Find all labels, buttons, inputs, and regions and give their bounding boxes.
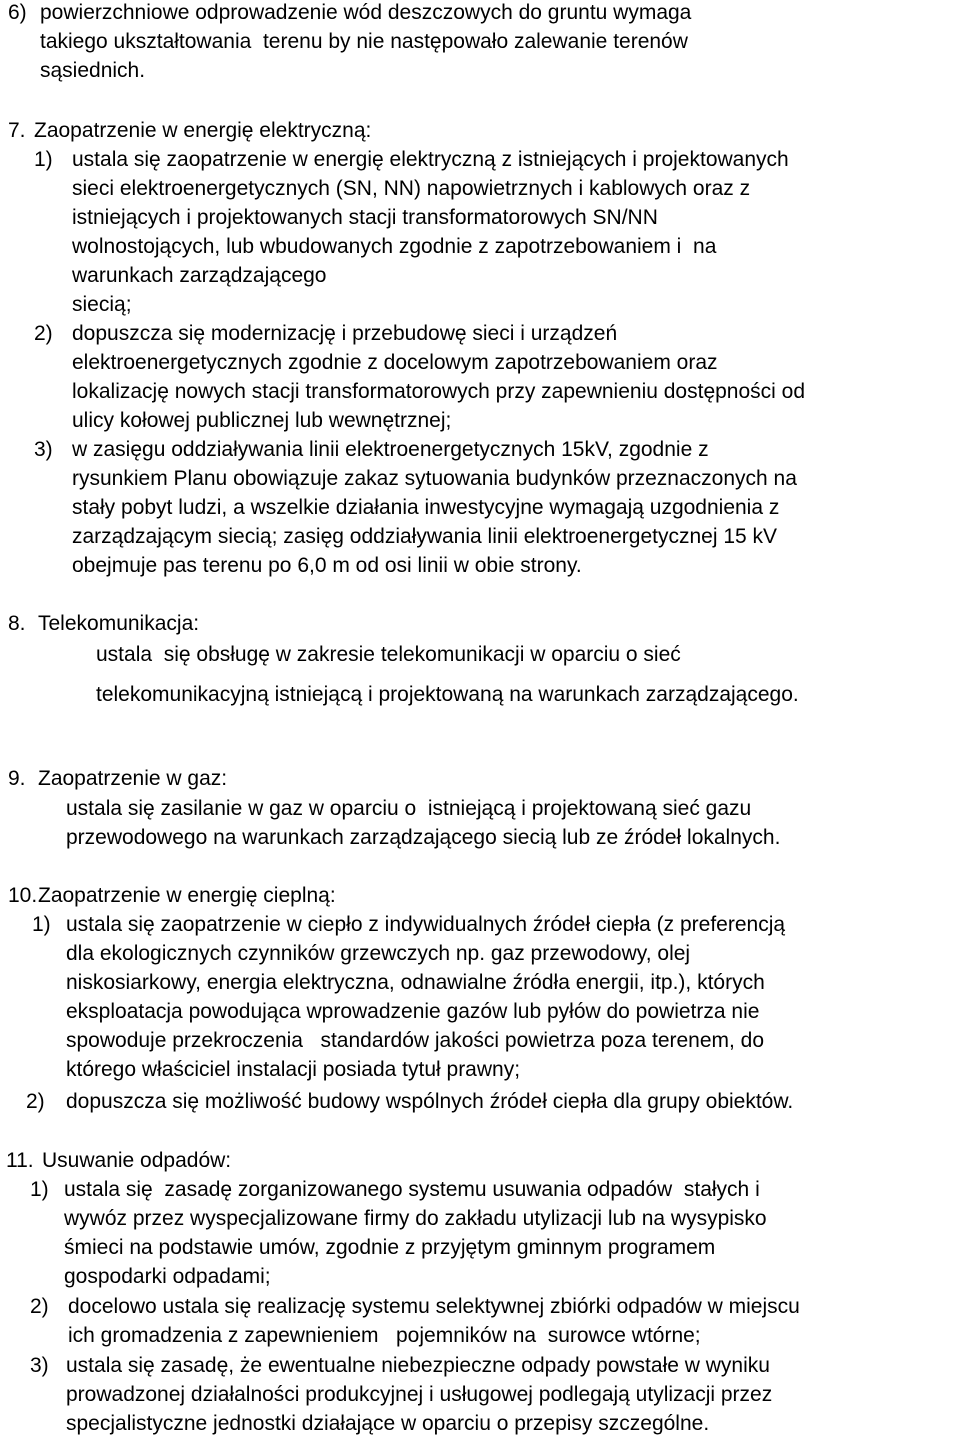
paragraph-line: przewodowego na warunkach zarządzającego siecią lub ze źródeł lokalnych. <box>66 826 781 849</box>
paragraph-line: elektroenergetycznych zgodnie z docelowym zapotrzebowaniem oraz <box>72 351 718 374</box>
paragraph-line: eksploatacja powodująca wprowadzenie gazów lub pyłów do powietrza nie <box>66 1000 760 1023</box>
paragraph-line: ustala się zaopatrzenie w energię elektryczną z istniejących i projektowanych <box>72 148 789 171</box>
list-item-number: 1) <box>34 148 53 171</box>
paragraph-line: wywóz przez wyspecjalizowane firmy do zakładu utylizacji lub na wysypisko <box>64 1207 767 1230</box>
paragraph-line: specjalistyczne jednostki działające w oparciu o przepisy szczególne. <box>66 1412 710 1435</box>
paragraph-line: telekomunikacyjną istniejącą i projektowaną na warunkach zarządzającego. <box>96 683 799 706</box>
section-heading: Zaopatrzenie w energię cieplną: <box>38 884 336 907</box>
section-heading: Zaopatrzenie w energię elektryczną: <box>34 119 372 142</box>
paragraph-line: powierzchniowe odprowadzenie wód deszczowych do gruntu wymaga <box>40 1 692 24</box>
list-item-number: 2) <box>34 322 53 345</box>
paragraph-line: w zasięgu oddziaływania linii elektroenergetycznych 15kV, zgodnie z <box>72 438 709 461</box>
paragraph-line: ulicy kołowej publicznej lub wewnętrznej; <box>72 409 452 432</box>
list-item-number: 3) <box>34 438 53 461</box>
paragraph-line: sieci elektroenergetycznych (SN, NN) napowietrznych i kablowych oraz z <box>72 177 751 200</box>
paragraph-line: gospodarki odpadami; <box>64 1265 271 1288</box>
paragraph-line: obejmuje pas terenu po 6,0 m od osi linii w obie strony. <box>72 554 582 577</box>
section-heading: Usuwanie odpadów: <box>42 1149 232 1172</box>
list-item-number: 1) <box>30 1178 49 1201</box>
section-number: 7. <box>8 119 26 142</box>
paragraph-line: warunkach zarządzającego <box>72 264 327 287</box>
paragraph-line: spowoduje przekroczenia standardów jakości powietrza poza terenem, do <box>66 1029 765 1052</box>
paragraph-line: ustala się obsługę w zakresie telekomunikacji w oparciu o sieć <box>96 643 681 666</box>
section-number: 10. <box>8 884 38 907</box>
paragraph-line: ich gromadzenia z zapewnieniem pojemników na surowce wtórne; <box>68 1324 701 1347</box>
section-number: 8. <box>8 612 26 635</box>
section-heading: Telekomunikacja: <box>38 612 200 635</box>
list-item-number: 6) <box>8 1 27 24</box>
paragraph-line: lokalizację nowych stacji transformatorowych przy zapewnieniu dostępności od <box>72 380 806 403</box>
section-number: 9. <box>8 767 26 790</box>
paragraph-line: rysunkiem Planu obowiązuje zakaz sytuowania budynków przeznaczonych na <box>72 467 797 490</box>
list-item-number: 1) <box>32 913 51 936</box>
paragraph-line: którego właściciel instalacji posiada tytuł prawny; <box>66 1058 521 1081</box>
paragraph-line: ustala się zasilanie w gaz w oparciu o istniejącą i projektowaną sieć gazu <box>66 797 752 820</box>
paragraph-line: docelowo ustala się realizację systemu selektywnej zbiórki odpadów w miejscu <box>68 1295 800 1318</box>
paragraph-line: dopuszcza się modernizację i przebudowę sieci i urządzeń <box>72 322 618 345</box>
paragraph-line: takiego ukształtowania terenu by nie następowało zalewanie terenów <box>40 30 688 53</box>
list-item-number: 2) <box>30 1295 49 1318</box>
paragraph-line: dla ekologicznych czynników grzewczych np. gaz przewodowy, olej <box>66 942 691 965</box>
list-item-number: 3) <box>30 1354 49 1377</box>
paragraph-line: ustala się zasadę zorganizowanego systemu usuwania odpadów stałych i <box>64 1178 760 1201</box>
paragraph-line: sąsiednich. <box>40 59 146 82</box>
paragraph-line: stały pobyt ludzi, a wszelkie działania inwestycyjne wymagają uzgodnienia z <box>72 496 780 519</box>
paragraph-line: śmieci na podstawie umów, zgodnie z przyjętym gminnym programem <box>64 1236 716 1259</box>
paragraph-line: ustala się zasadę, że ewentualne niebezpieczne odpady powstałe w wyniku <box>66 1354 770 1377</box>
list-item-number: 2) <box>26 1090 45 1113</box>
paragraph-line: istniejących i projektowanych stacji transformatorowych SN/NN <box>72 206 658 229</box>
section-number: 11. <box>6 1149 34 1172</box>
section-heading: Zaopatrzenie w gaz: <box>38 767 228 790</box>
paragraph-line: prowadzonej działalności produkcyjnej i usługowej podlegają utylizacji przez <box>66 1383 773 1406</box>
paragraph-line: zarządzającym siecią; zasięg oddziaływania linii elektroenergetycznej 15 kV <box>72 525 778 548</box>
paragraph-line: dopuszcza się możliwość budowy wspólnych źródeł ciepła dla grupy obiektów. <box>66 1090 794 1113</box>
paragraph-line: ustala się zaopatrzenie w ciepło z indywidualnych źródeł ciepła (z preferencją <box>66 913 786 936</box>
paragraph-line: wolnostojących, lub wbudowanych zgodnie z zapotrzebowaniem i na <box>72 235 717 258</box>
paragraph-line: siecią; <box>72 293 132 316</box>
paragraph-line: niskosiarkowy, energia elektryczna, odnawialne źródła energii, itp.), których <box>66 971 765 994</box>
